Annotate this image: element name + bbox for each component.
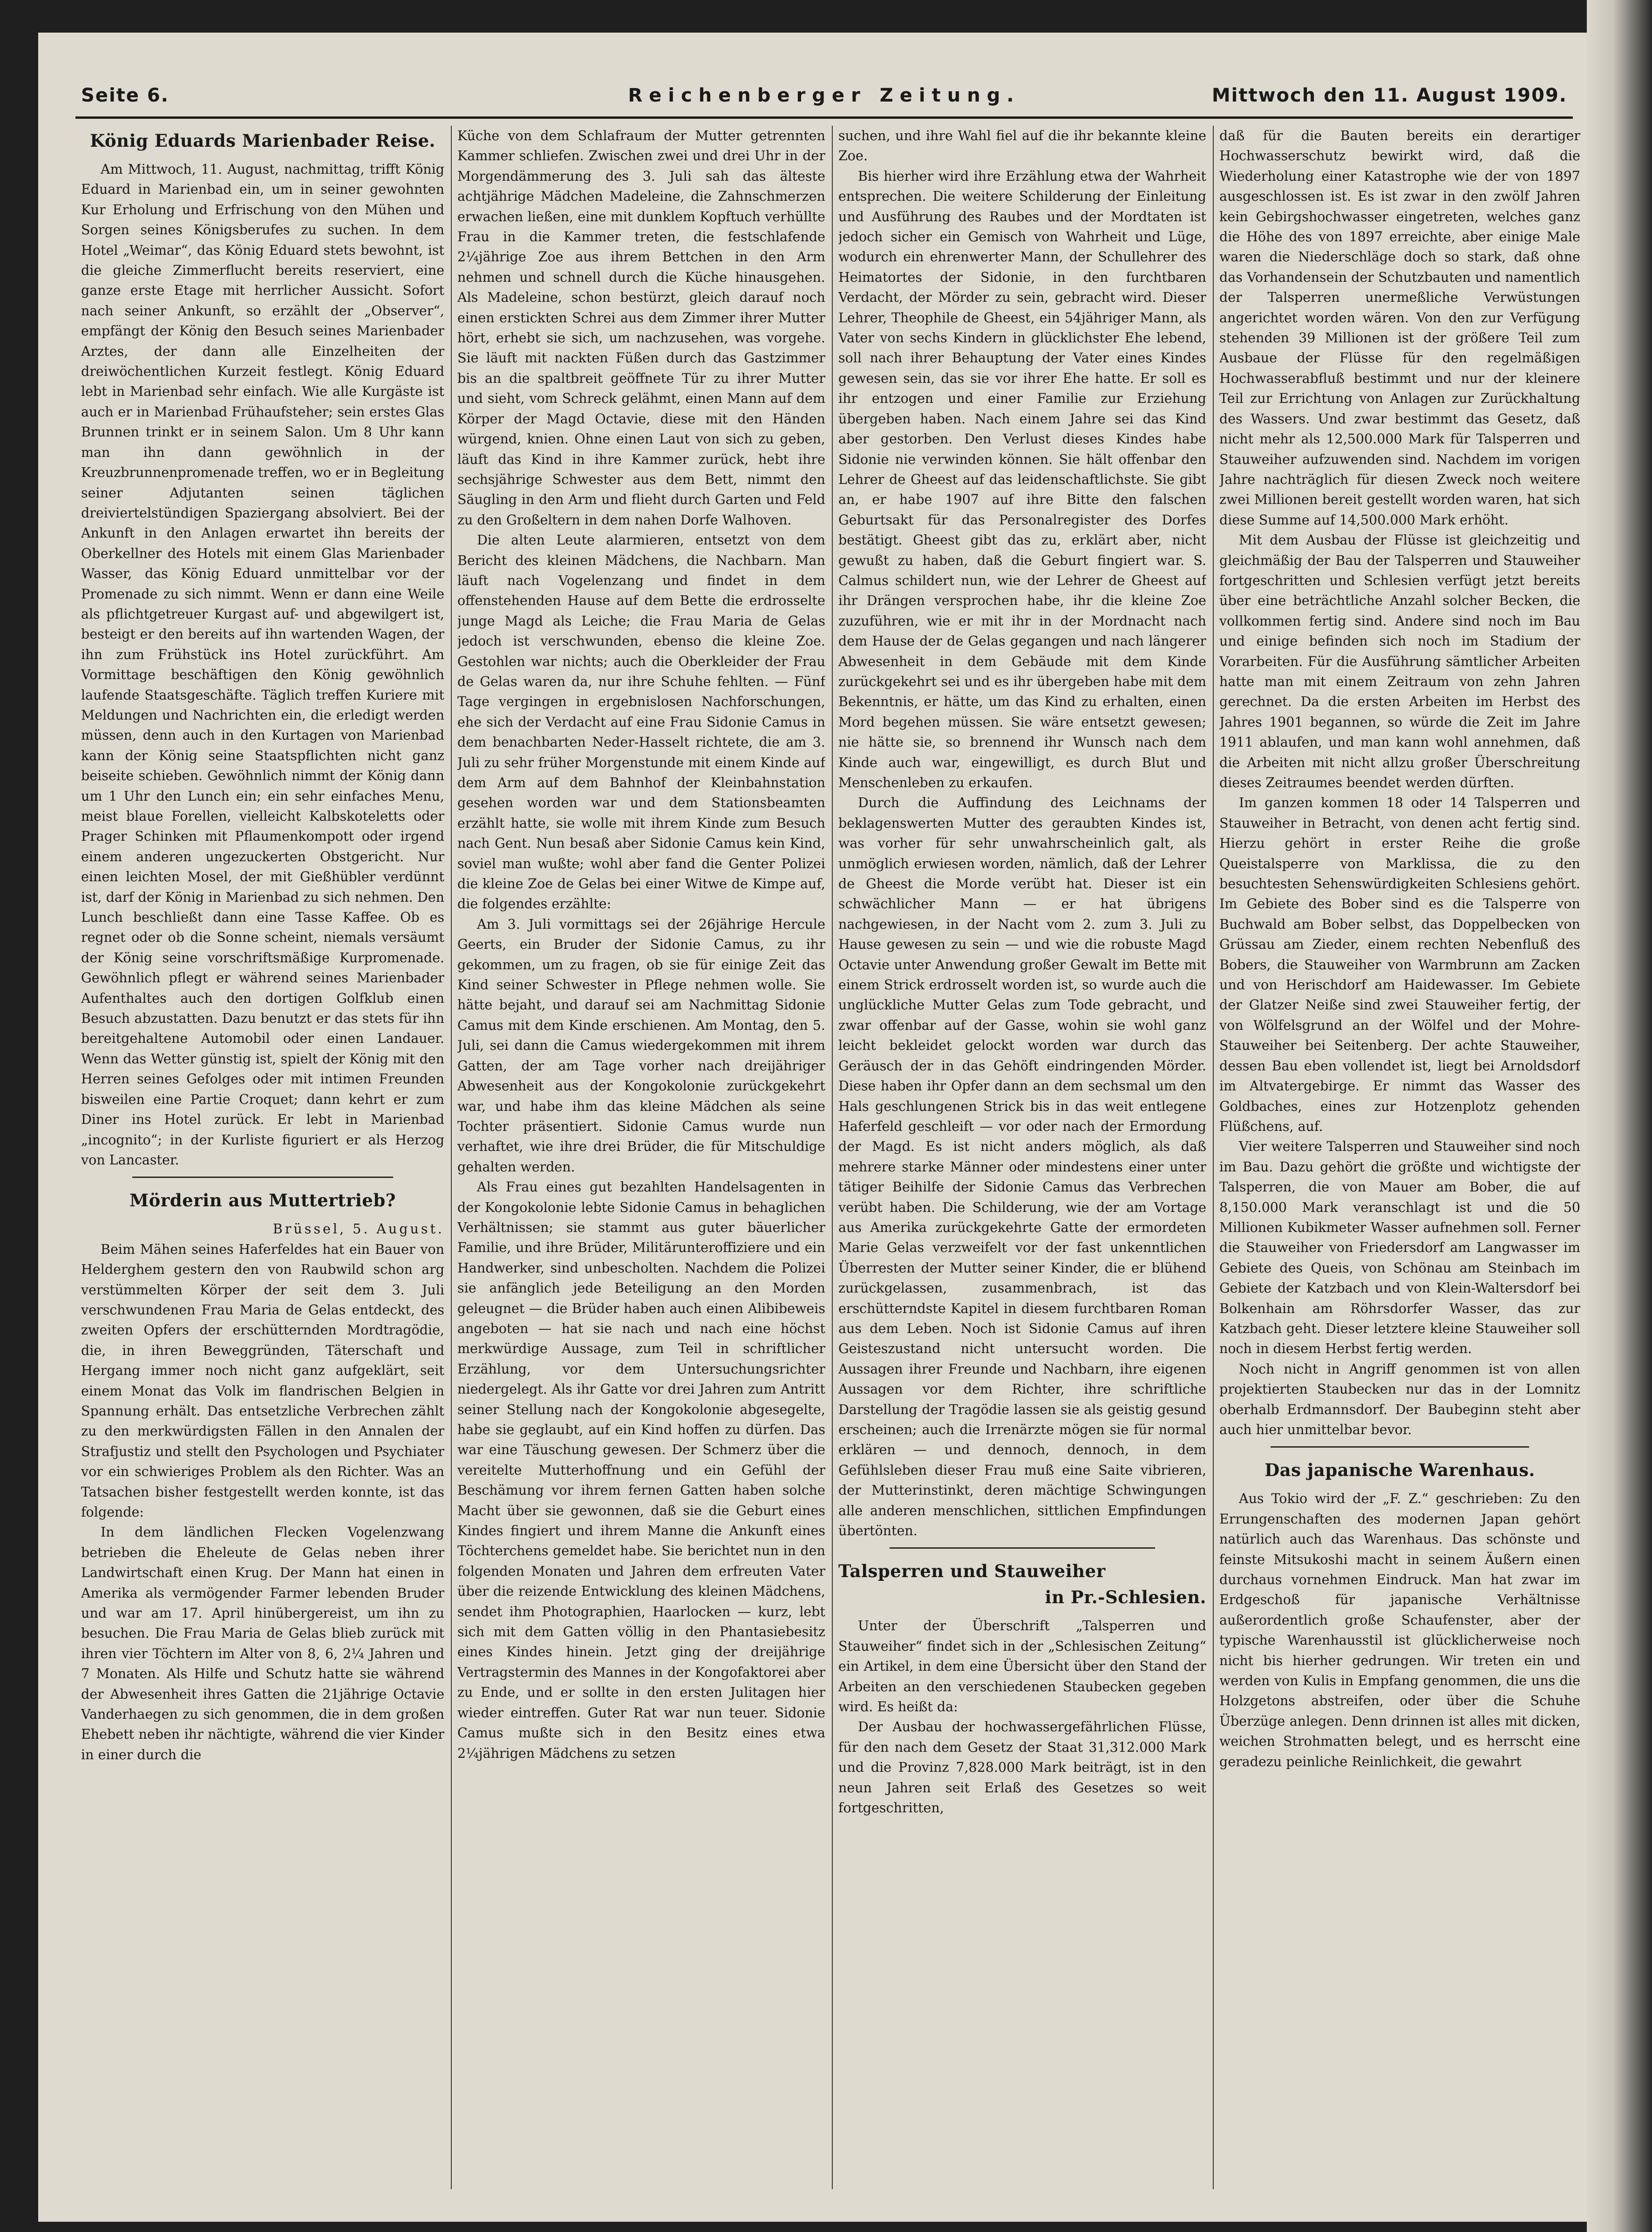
- article-paragraph: Mit dem Ausbau der Flüsse ist gleichzeitig und gleichmäßig der Bau der Talsperren und Stauweiher fortgeschritten und Schlesien verfügt jetzt bereits über eine beträchtliche Anzahl solcher Becken, die vollkommen fertig sind. Andere sind noch im Bau und einige befinden sich noch im Stadium der Vorarbeiten. Für die Ausführung sämtlicher Arbeiten hatte man mit einem Zeitraum von zehn Jahren gerechnet. Da die ersten Arbeiten im Herbst des Jahres 1901 begannen, so würde die Zeit im Jahre 1911 ablaufen, und man kann wohl annehmen, daß die Arbeiten mit nicht allzu großer Überschreitung dieses Zeitraumes beendet werden dürften.: [1219, 532, 1580, 790]
- article-paragraph: Im ganzen kommen 18 oder 14 Talsperren und Stauweiher in Betracht, von denen acht fertig sind. Hierzu gehört in erster Reihe die große Queistalsperre von Marklissa, die zu den besuchtesten Sehenswürdigkeiten Schlesiens gehört. Im Gebiete des Bober sind es die Talsperre von Buchwald am Bober selbst, das Doppelbecken von Grüssau am Zieder, einem rechten Nebenfluß des Bobers, die Stauweiher von Warmbrunn am Zacken und von Herischdorf am Haidewasser. Im Gebiete der Glatzer Neiße sind zwei Stauweiher fertig, der von Wölfelsgrund an der Wölfel und der Mohre-Stauweiher bei Seitenberg. Der achte Stauweiher, dessen Bau eben vollendet ist, liegt bei Arnoldsdorf im Altvatergebirge. Er nimmt das Wasser des Goldbaches, eines zur Hotzenplotz gehenden Flüßchens, auf.: [1219, 795, 1580, 1134]
- article-subtitle-dams: in Pr.-Schlesien.: [1045, 1587, 1206, 1608]
- column-4: [1219, 126, 1580, 2184]
- article-title-dams: Talsperren und Stauweiher: [838, 1561, 1106, 1582]
- article-paragraph: In dem ländlichen Flecken Vogelenzwang betrieben die Eheleute de Gelas neben ihrer Landwirtschaft einen Krug. Der Mann hat einen in Amerika als vermögender Farmer lebenden Bruder und war am 17. April hinübergereist, um ihn zu besuchen. Die Frau Maria de Gelas blieb zurück mit ihren vier Töchtern im Alter von 8, 6, 2¼ Jahren und 7 Monaten. Als Hilfe und Schutz hatte sie während der Abwesenheit ihres Gatten die 21jährige Octavie Vanderhaegen zu sich genommen, die in dem großen Ehebett neben ihr nächtigte, während die vier Kinder in einer durch die: [81, 1524, 444, 1762]
- article-title-murderess: Mörderin aus Muttertrieb?: [129, 1190, 396, 1211]
- article-paragraph: Beim Mähen seines Haferfeldes hat ein Bauer von Helderghem gestern den von Raubwild schon arg verstümmelten Körper der seit dem 3. Juli verschwundenen Frau Maria de Gelas entdeckt, des zweiten Opfers der erschütternden Mordtragödie, die, in ihren Beweggründen, Täterschaft und Hergang immer noch nicht ganz aufgeklärt, seit einem Monat das Volk im flandrischen Belgien in Spannung erhält. Das entsetzliche Verbrechen zählt zu den merkwürdigsten Fällen in den Annalen der Strafjustiz und stellt den Psychologen und Psychiater vor ein schwieriges Problem als den Richter. Was an Tatsachen bisher festgestellt werden konnte, ist das folgende:: [81, 1241, 444, 1520]
- issue-date: Mittwoch den 11. August 1909.: [1211, 85, 1567, 106]
- column-rule: [832, 126, 833, 2189]
- article-title-king-eduard: König Eduards Marienbader Reise.: [90, 130, 435, 151]
- article-paragraph: Vier weitere Talsperren und Stauweiher sind noch im Bau. Dazu gehört die größte und wichtigste der Talsperren, die von Mauer am Bober, die auf 8,150.000 Mark veranschlagt ist und die 50 Millionen Kubikmeter Wasser aufnehmen soll. Ferner die Stauweiher von Friedersdorf am Langwasser im Gebiete des Queis, von Schönau am Steinbach im Gebiete der Katzbach und von Klein-Waltersdorf bei Bolkenhain am Röhrsdorfer Wasser, das zur Katzbach geht. Dieser letztere kleine Stauweiher soll noch in diesem Herbst fertig werden.: [1219, 1139, 1580, 1357]
- article-paragraph: Bis hierher wird ihre Erzählung etwa der Wahrheit entsprechen. Die weitere Schilderung der Einleitung und Ausführung des Raubes und der Mordtaten ist jedoch sicher ein Gemisch von Wahrheit und Lüge, wodurch ein ehrenwerter Mann, der Schullehrer des Heimatortes der Sidonie, in den furchtbaren Verdacht, der Mörder zu sein, gebracht wird. Dieser Lehrer, Theophile de Gheest, ein 54jähriger Mann, als Vater von sechs Kindern in glücklichster Ehe lebend, soll nach ihrer Behauptung der Vater eines Kindes gewesen sein, das sie vor ihrer Ehe hatte. Er soll es ihr entzogen und einer Familie zur Erziehung übergeben haben. Nach einem Jahre sei das Kind aber gestorben. Den Verlust dieses Kindes habe Sidonie nie verwinden können. Sie hält offenbar den Lehrer de Gheest auf das leidenschaftlichste. Sie gibt an, er habe 1907 auf ihre Bitte den falschen Geburtsakt für das Personalregister des Dorfes bestätigt. Gheest gibt das zu, erklärt aber, nicht gewußt zu haben, daß die Geburt fingiert war. S. Calmus schildert nun, wie der Lehrer de Gheest auf ihr Drängen versprochen habe, ihr die kleine Zoe zuzuführen, wie er mit ihr in der Mordnacht nach dem Hause der de Gelas gegangen und nach längerer Abwesenheit in dem Gebäude mit dem Kinde zurückgekehrt sei und es ihr übergeben habe mit dem Bekenntnis, er hätte, um das Kind zu erhalten, einen Mord begehen müssen. Sie wäre entsetzt gewesen; nie hätte sie, so brennend ihr Wunsch nach dem Kinde auch war, eingewilligt, es durch Blut und Menschenleben zu erkaufen.: [838, 168, 1206, 790]
- article-paragraph: Unter der Überschrift „Talsperren und Stauweiher“ findet sich in der „Schlesischen Zeitung“ ein Artikel, in dem eine Übersicht über den Stand der Arbeiten an den verschiedenen Staubecken gegeben wird. Es heißt da:: [838, 1618, 1206, 1715]
- article-divider: [132, 1177, 393, 1178]
- article-title-japanese-store: Das japanische Warenhaus.: [1264, 1460, 1535, 1481]
- column-2: [457, 126, 825, 2184]
- article-paragraph: Als Frau eines gut bezahlten Handelsagenten in der Kongokolonie lebte Sidonie Camus in behaglichen Verhältnissen; sie stammt aus guter bäuerlicher Familie, und ihre Brüder, Militärunteroffiziere und ein Handwerker, sind unbescholten. Nachdem die Polizei sie anfänglich jede Beteiligung an den Morden geleugnet — die Brüder haben auch einen Alibibeweis angeboten — hat sie nach und nach eine höchst merkwürdige Aussage, zum Teil in schriftlicher Erzählung, vor dem Untersuchungsrichter niedergelegt. Als ihr Gatte vor drei Jahren zum Antritt seiner Stellung nach der Kongokolonie abgesegelte, habe sie geglaubt, auf ein Kind hoffen zu dürfen. Das war eine Täuschung gewesen. Der Schmerz über die vereitelte Mutterhoffnung und ein Gefühl der Beschämung vor ihrem fernen Gatten haben solche Macht über sie gewonnen, daß sie die Geburt eines Kindes fingiert und ihrem Manne die Ankunft eines Töchterchens gemeldet habe. Sie berichtet nun in den folgenden Monaten und Jahren dem erfreuten Vater über die reizende Entwicklung des kleinen Mädchens, sendet ihm Photographien, Haarlocken — kurz, lebt sich mit dem Gatten völlig in den Phantasiebesitz eines Kindes hinein. Jetzt ging der dreijährige Vertragstermin des Mannes in der Kongofaktorei aber zu Ende, und er sollte in den ersten Julitagen hier wieder eintreffen. Guter Rat war nun teuer. Sidonie Camus mußte sich in den Besitz eines etwa 2¼jährigen Mädchens zu setzen: [457, 1179, 825, 1761]
- column-1: [81, 126, 444, 2184]
- newspaper-title: Reichenberger Zeitung.: [628, 85, 1020, 106]
- column-3: [838, 126, 1206, 2184]
- article-paragraph: Noch nicht in Angriff genommen ist von allen projektierten Staubecken nur das in der Lomnitz oberhalb Erdmannsdorf. Der Baubeginn steht aber auch hier unmittelbar bevor.: [1219, 1361, 1580, 1437]
- article-paragraph: Der Ausbau der hochwassergefährlichen Flüsse, für den nach dem Gesetz der Staat 31,312.000 Mark und die Provinz 7,828.000 Mark beiträgt, ist in den neun Jahren seit Erlaß des Gesetzes so weit fortgeschritten,: [838, 1719, 1206, 1816]
- column-rule: [451, 126, 452, 2189]
- article-paragraph: daß für die Bauten bereits ein derartiger Hochwasserschutz bewirkt wird, daß die Wiederholung einer Katastrophe wie der von 1897 ausgeschlossen ist. Es ist zwar in den zwölf Jahren kein Gebirgshochwasser eingetreten, welches ganz die Höhe des von 1897 erreichte, aber einige Male waren die Niederschläge doch so stark, daß ohne das Vorhandensein der Schutzbauten und namentlich der Talsperren unermeßliche Verwüstungen angerichtet worden wären. Von den zur Verfügung stehenden 39 Millionen ist der größere Teil zum Ausbaue der Flüsse für den regelmäßigen Hochwasserabfluß bestimmt und nur der kleinere Teil zur Errichtung von Anlagen zur Zurückhaltung des Wassers. Und zwar bestimmt das Gesetz, daß nicht mehr als 12,500.000 Mark für Talsperren und Stauweiher aufzuwenden sind. Nachdem im vorigen Jahre nachträglich für diesen Zweck noch weitere zwei Millionen bereit gestellt worden waren, hat sich diese Summe auf 14,500.000 Mark erhöht.: [1219, 128, 1580, 528]
- column-rule: [1213, 126, 1214, 2189]
- article-paragraph: Aus Tokio wird der „F. Z.“ geschrieben: Zu den Errungenschaften des modernen Japan gehört natürlich auch das Warenhaus. Das schönste und feinste Mitsukoshi macht in seinem Äußern einen durchaus vornehmen Eindruck. Man hat zwar im Erdgeschoß für japanische Verhältnisse außerordentlich große Schaufenster, aber der typische Warenhausstil ist glücklicherweise noch nicht bis hierher gedrungen. Wir treten ein und werden von Kulis in Empfang genommen, die uns die Holzgetons abstreifen, oder über die Schuhe Überzüge anlegen. Denn drinnen ist alles mit dicken, weichen Strohmatten belegt, und es herrscht eine geradezu peinliche Reinlichkeit, die gewahrt: [1219, 1491, 1580, 1769]
- article-paragraph: Am 3. Juli vormittags sei der 26jährige Hercule Geerts, ein Bruder der Sidonie Camus, zu ihr gekommen, um zu fragen, ob sie für einige Zeit das Kind seiner Schwester in Pflege nehmen wolle. Sie hätte bejaht, und darauf sei am Nachmittag Sidonie Camus mit dem Kinde erschienen. Am Montag, den 5. Juli, sei dann die Camus wiedergekommen mit ihrem Gatten, der am Tage vorher nach dreijähriger Abwesenheit aus der Kongokolonie zurückgekehrt war, und habe ihm das kleine Mädchen als seine Tochter präsentiert. Sidonie Camus wurde nun verhaftet, wie ihre drei Brüder, die für Mitschuldige gehalten werden.: [457, 916, 825, 1175]
- masthead-rule: [75, 116, 1573, 119]
- article-paragraph: Die alten Leute alarmieren, entsetzt von dem Bericht des kleinen Mädchens, die Nachbarn. Man läuft nach Vogelenzang und findet in dem offenstehenden Hause auf dem Bette die erdrosselte junge Magd als Leiche; die Frau Maria de Gelas jedoch ist verschwunden, ebenso die kleine Zoe. Gestohlen war nichts; auch die Oberkleider der Frau de Gelas waren da, nur ihre Schuhe fehlten. — Fünf Tage vergingen in ergebnislosen Nachforschungen, ehe sich der Verdacht auf eine Frau Sidonie Camus in dem benachbarten Neder-Hasselt richtete, die am 3. Juli zu sehr früher Morgenstunde mit einem Kinde auf dem Arm auf dem Bahnhof der Kleinbahnstation gesehen worden war und dem Stationsbeamten erzählt hatte, sie wolle mit ihrem Kinde zum Besuch nach Gent. Nun besaß aber Sidonie Camus kein Kind, soviel man wußte; wohl aber fand die Genter Polizei die kleine Zoe de Gelas bei einer Witwe de Kimpe auf, die folgendes erzählte:: [457, 532, 825, 912]
- article-divider: [1271, 1446, 1529, 1448]
- newspaper-page: [38, 33, 1587, 2222]
- article-paragraph: Am Mittwoch, 11. August, nachmittag, trifft König Eduard in Marienbad ein, um in seiner gewohnten Kur Erholung und Erfrischung von den Mühen und Sorgen seines Königsberufes zu suchen. In dem Hotel „Weimar“, das König Eduard stets bewohnt, ist die gleiche Zimmerflucht bereits reserviert, eine ganze erste Etage mit herrlicher Aussicht. Sofort nach seiner Ankunft, so erzählt der „Observer“, empfängt der König den Besuch seines Marienbader Arztes, der dann alle Einzelheiten der dreiwöchentlichen Kurzeit festlegt. König Eduard lebt in Marienbad sehr einfach. Wie alle Kurgäste ist auch er in Marienbad Frühaufsteher; sein erstes Glas Brunnen trinkt er in seinem Salon. Um 8 Uhr kann man ihn dann gewöhnlich in der Kreuzbrunnenpromenade treffen, wo er in Begleitung seiner Adjutanten seinen täglichen dreiviertelstündigen Spaziergang absolviert. Bei der Ankunft in den Anlagen erwartet ihn bereits der Oberkellner des Hotels mit einem Glas Marienbader Wasser, das König Eduard unmittelbar vor der Promenade zu sich nimmt. Wenn er dann eine Weile als pflichtgetreuer Kurgast auf- und abgewilgert ist, besteigt er den bereits auf ihn wartenden Wagen, der ihn zum Frühstück ins Hotel zurückführt. Am Vormittage beschäftigen den König gewöhnlich laufende Staatsgeschäfte. Täglich treffen Kuriere mit Meldungen und Nachrichten ein, die erledigt werden müssen, denn auch in den Kurtagen von Marienbad kann der König seine Staatspflichten nicht ganz beiseite schieben. Gewöhnlich nimmt der König dann um 1 Uhr den Lunch ein; ein sehr einfaches Menu, meist blaue Forellen, vielleicht Kalbskoteletts oder Prager Schinken mit Pflaumenkompott oder irgend einem anderen ungezuckerten Obstgericht. Nur einen leichten Mosel, der mit Gießhübler verdünnt ist, darf der König in Marienbad zu sich nehmen. Den Lunch beschließt dann eine Tasse Kaffee. Ob es regnet oder ob die Sonne scheint, niemals versäumt der König seine vorschriftsmäßige Kurpromenade. Gewöhnlich pflegt er während seines Marienbader Aufenthaltes auch den dortigen Golfklub einen Besuch abzustatten. Dazu benutzt er das stets für ihn bereitgehaltene Automobil oder einen Landauer. Wenn das Wetter günstig ist, spielt der König mit den Herren seines Gefolges oder mit intimen Freunden bisweilen eine Partie Croquet; dann kehrt er zum Diner ins Hotel zurück. Er lebt in Marienbad „incognito“; in der Kurliste figuriert er als Herzog von Lancaster.: [81, 162, 444, 1168]
- scan-edge: [1587, 0, 1652, 2232]
- dateline: Brüssel, 5. August.: [272, 1221, 444, 1237]
- article-divider: [890, 1547, 1155, 1549]
- masthead: [81, 85, 1567, 117]
- article-paragraph: suchen, und ihre Wahl fiel auf die ihr bekannte kleine Zoe.: [838, 128, 1206, 164]
- page-number: Seite 6.: [81, 85, 169, 106]
- article-paragraph: Küche von dem Schlafraum der Mutter getrennten Kammer schliefen. Zwischen zwei und drei Uhr in der Morgendämmerung des 3. Juli sah das älteste achtjährige Mädchen Madeleine, die Zahnschmerzen erwachen ließen, eine mit dunklem Kopftuch verhüllte Frau in die Kammer treten, die festschlafende 2¼jährige Zoe aus ihrem Bettchen in den Arm nehmen und schnell durch die Küche hinausgehen. Als Madeleine, schon bestürzt, gleich darauf noch einen erstickten Schrei aus dem Zimmer ihrer Mutter hört, erhebt sie sich, um nachzusehen, was vorgehe. Sie läuft mit nackten Füßen durch das Gastzimmer bis an die spaltbreit geöffnete Tür zu ihrer Mutter und sieht, vom Schreck gelähmt, einen Mann auf dem Körper der Magd Octavie, diese mit den Händen würgend, knien. Ohne einen Laut von sich zu geben, läuft das Kind in ihre Kammer zurück, hebt ihre sechsjährige Schwester aus dem Bett, nimmt den Säugling in den Arm und flieht durch Garten und Feld zu den Großeltern in dem nahen Dorfe Walhoven.: [457, 128, 825, 528]
- article-paragraph: Durch die Auffindung des Leichnams der beklagenswerten Mutter des geraubten Kindes ist, was vorher für sehr unwahrscheinlich galt, als unmöglich erwiesen worden, nämlich, daß der Lehrer de Gheest die Morde verübt hat. Dieser ist ein schwächlicher Mann — er hat übrigens nachgewiesen, in der Nacht vom 2. zum 3. Juli zu Hause gewesen zu sein — und wie die robuste Magd Octavie unter Anwendung großer Gewalt im Bette mit einem Strick erdrosselt worden ist, so wurde auch die unglückliche Mutter Gelas zum Tode gebracht, und zwar offenbar auf der Gasse, wohin sie wohl ganz leicht bekleidet gelockt worden war durch das Geräusch der in das Gehöft eindringenden Mörder. Diese haben ihr Opfer dann an dem sechsmal um den Hals geschlungenen Strick bis in das weit entlegene Haferfeld geschleift — vor oder nach der Ermordung der Magd. Es ist nicht anders möglich, als daß mehrere starke Männer oder mindestens einer unter tätiger Beihilfe der Sidonie Camus das Verbrechen verübt haben. Die Schilderung, wie der am Vortage aus Amerika zurückgekehrte Gatte der ermordeten Marie Gelas verzweifelt vor der fast unkenntlichen Überresten der Mutter seiner Kinder, die er blühend zurückgelassen, zusammenbrach, ist das erschütterndste Kapitel in diesem furchtbaren Roman aus dem Leben. Noch ist Sidonie Camus auf ihren Geisteszustand nicht untersucht worden. Die Aussagen ihrer Freunde und Nachbarn, ihre eigenen Aussagen vor dem Richter, ihre schriftliche Darstellung der Tragödie lassen sie als geistig gesund erscheinen; auch die Irrenärzte mögen sie für normal erklären — und dennoch, dennoch, in dem Gefühlsleben dieser Frau muß eine Saite vibrieren, der Mutterinstinkt, deren mächtige Schwingungen alle anderen menschlichen, sittlichen Empfindungen übertönten.: [838, 795, 1206, 1539]
